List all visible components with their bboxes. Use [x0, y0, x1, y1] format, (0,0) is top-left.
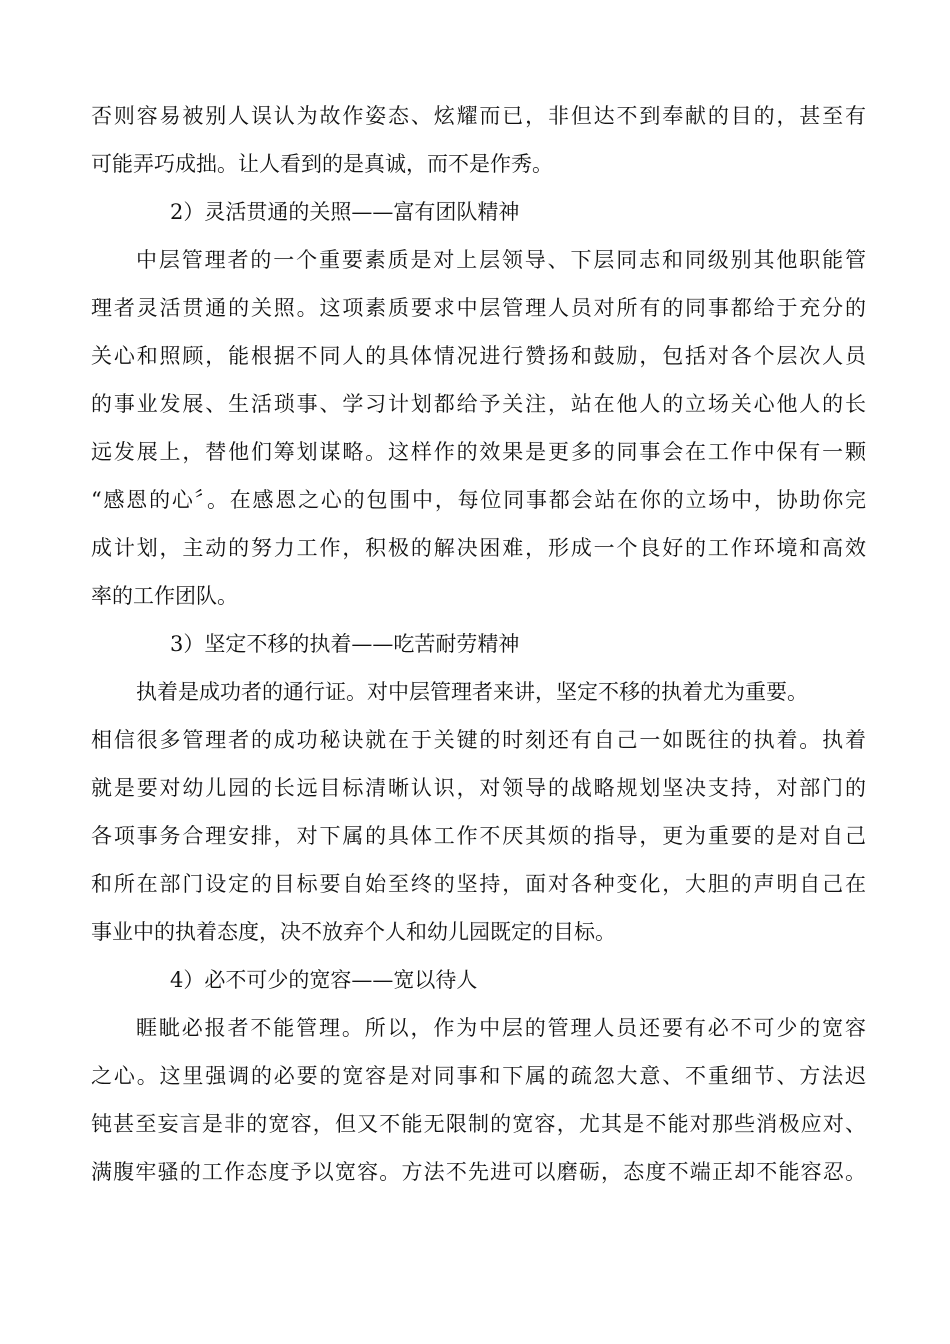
paragraph-line: 中层管理者的一个重要素质是对上层领导、下层同志和同级别其他职能管	[136, 248, 866, 272]
paragraph-line: 和所在部门设定的目标要自始至终的坚持，面对各种变化，大胆的声明自己在	[91, 872, 866, 896]
section-heading: 2）灵活贯通的关照——富有团队精神	[170, 200, 520, 224]
paragraph-line: 执着是成功者的通行证。对中层管理者来讲，坚定不移的执着尤为重要。	[136, 680, 808, 704]
paragraph-line: 相信很多管理者的成功秘诀就在于关键的时刻还有自己一如既往的执着。执着	[91, 728, 866, 752]
paragraph-line: 理者灵活贯通的关照。这项素质要求中层管理人员对所有的同事都给于充分的	[91, 296, 866, 320]
paragraph-line: 钝甚至妄言是非的宽容，但又不能无限制的宽容，尤其是不能对那些消极应对、	[91, 1112, 866, 1136]
paragraph-line: 远发展上，替他们筹划谋略。这样作的效果是更多的同事会在工作中保有一颗	[91, 440, 866, 464]
paragraph-line: 可能弄巧成拙。让人看到的是真诚，而不是作秀。	[91, 152, 553, 176]
paragraph-line: 的事业发展、生活琐事、学习计划都给予关注，站在他人的立场关心他人的长	[91, 392, 866, 416]
paragraph-line: 之心。这里强调的必要的宽容是对同事和下属的疏忽大意、不重细节、方法迟	[91, 1064, 866, 1088]
paragraph-line: “感恩的心〞。在感恩之心的包围中，每位同事都会站在你的立场中，协助你完	[91, 488, 866, 512]
paragraph-line: 事业中的执着态度，决不放弃个人和幼儿园既定的目标。	[91, 920, 616, 944]
section-heading: 4）必不可少的宽容——宽以待人	[170, 968, 478, 992]
paragraph-line: 率的工作团队。	[91, 584, 238, 608]
paragraph-line: 睚眦必报者不能管理。所以，作为中层的管理人员还要有必不可少的宽容	[136, 1016, 866, 1040]
paragraph-line: 成计划，主动的努力工作，积极的解决困难，形成一个良好的工作环境和高效	[91, 536, 866, 560]
document-body	[91, 92, 866, 1196]
paragraph-line: 满腹牢骚的工作态度予以宽容。方法不先进可以磨砺，态度不端正却不能容忍。	[91, 1160, 866, 1184]
paragraph-line: 关心和照顾，能根据不同人的具体情况进行赞扬和鼓励，包括对各个层次人员	[91, 344, 866, 368]
paragraph-line: 就是要对幼儿园的长远目标清晰认识，对领导的战略规划坚决支持，对部门的	[91, 776, 866, 800]
paragraph-line: 各项事务合理安排，对下属的具体工作不厌其烦的指导，更为重要的是对自己	[91, 824, 866, 848]
section-heading: 3）坚定不移的执着——吃苦耐劳精神	[170, 632, 520, 656]
paragraph-line: 否则容易被别人误认为故作姿态、炫耀而已，非但达不到奉献的目的，甚至有	[91, 104, 866, 128]
